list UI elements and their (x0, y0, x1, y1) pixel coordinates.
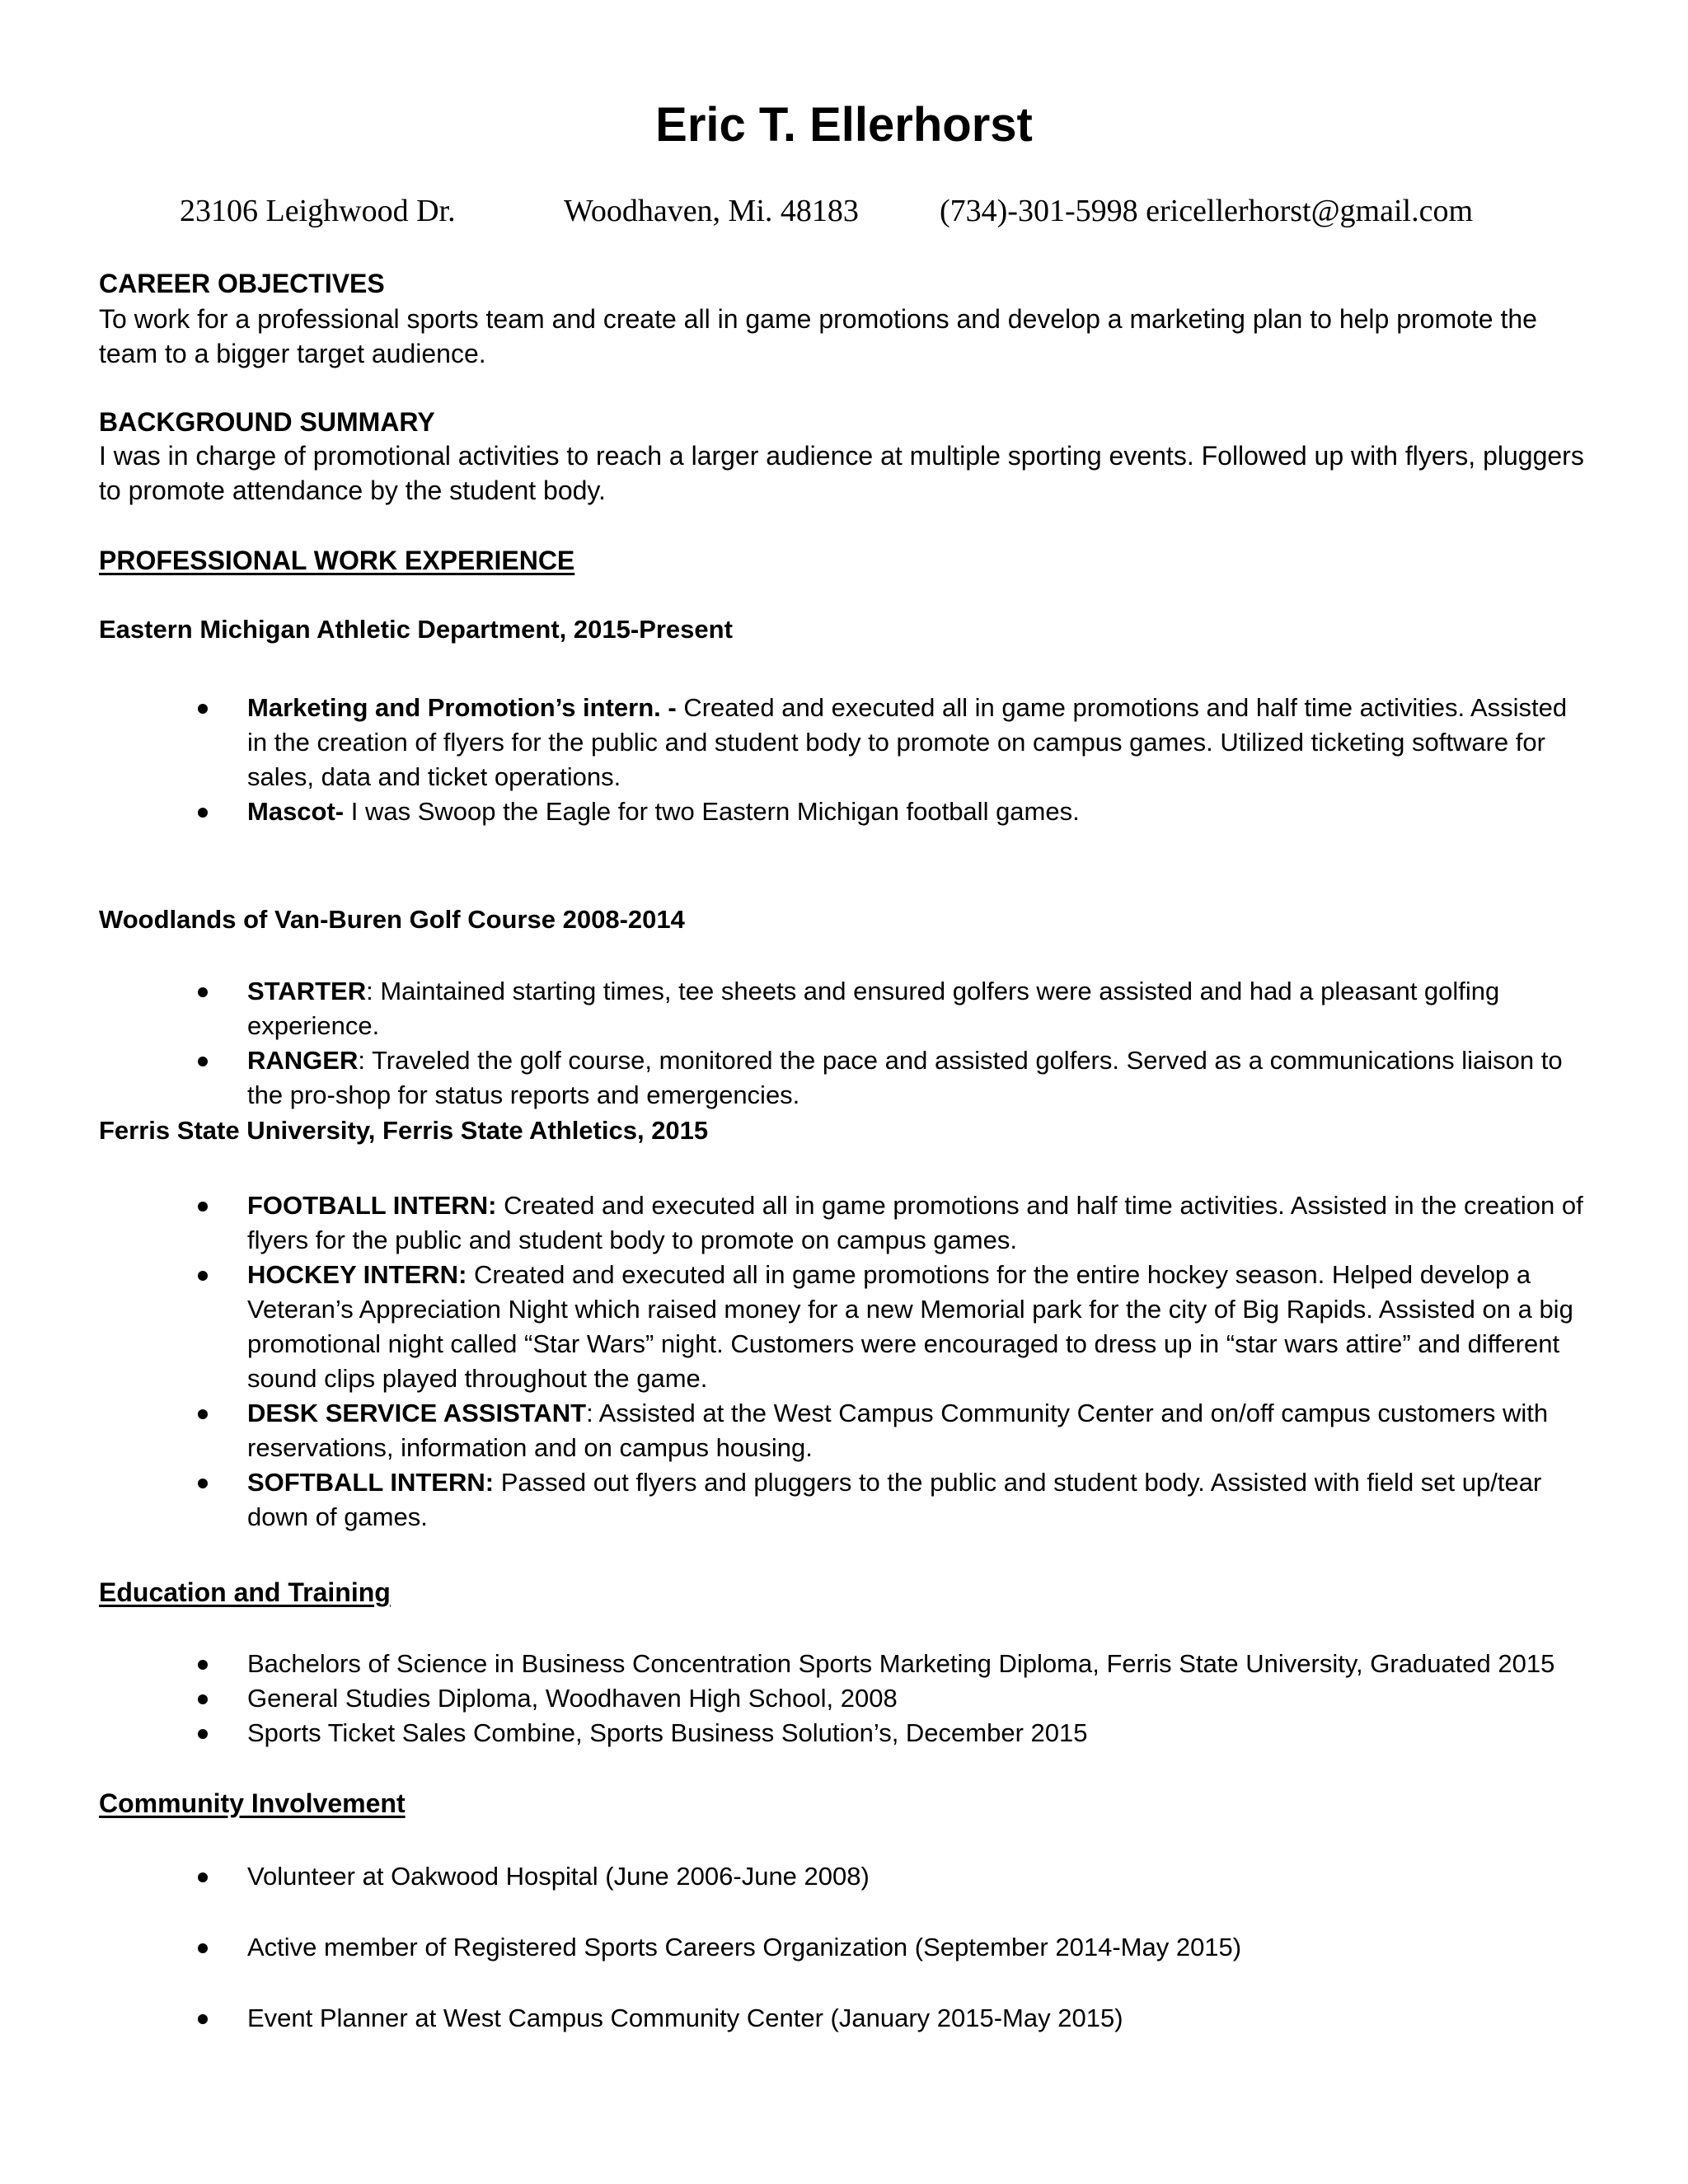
bullet-icon (198, 1660, 208, 1670)
duty-label: Mascot- (247, 797, 345, 826)
duty-text: Passed out flyers and pluggers to the public and student body. Assisted with field set up/tear down of games. (247, 1468, 1542, 1531)
bullet-icon (198, 1872, 208, 1882)
community-item: Volunteer at Oakwood Hospital (June 2006-June 2008) (247, 1862, 870, 1891)
duty-label: HOCKEY INTERN: (247, 1260, 467, 1289)
duty-label: FOOTBALL INTERN: (247, 1191, 497, 1220)
list-item (0, 974, 1591, 1043)
community-heading: Community Involvement (99, 1788, 406, 1818)
bullet-icon (198, 1202, 208, 1212)
community-item: Event Planner at West Campus Community Center (January 2015-May 2015) (247, 2004, 1123, 2032)
list-item (0, 1647, 1591, 1681)
bullet-icon (198, 1729, 208, 1739)
education-heading: Education and Training (99, 1577, 391, 1607)
bullet-icon (198, 1479, 208, 1488)
bullet-icon (198, 1694, 208, 1704)
list-item (0, 1465, 1591, 1535)
bullet-icon (198, 1943, 208, 1953)
background-summary-heading: BACKGROUND SUMMARY (99, 407, 435, 437)
background-summary-text: I was in charge of promotional activities to reach a larger audience at multiple sporting events. Followed up with flyers, pluggers to promote attendance by the student body. (99, 441, 1584, 505)
list-item (0, 1043, 1591, 1113)
education-list (0, 1647, 1688, 1750)
contact-line (180, 188, 1531, 234)
job-duties-list (0, 974, 1688, 1113)
job-employer: Woodlands of Van-Buren Golf Course 2008-2014 (99, 905, 685, 934)
list-item (0, 1716, 1591, 1750)
duty-label: Marketing and Promotion’s intern. - (247, 693, 677, 722)
bullet-icon (198, 1057, 208, 1066)
career-objectives-text: To work for a professional sports team and create all in game promotions and develop a marketing plan to help promote the team to a bigger target audience. (99, 304, 1537, 368)
duty-text: I was Swoop the Eagle for two Eastern Michigan football games. (344, 797, 1080, 826)
bullet-icon (198, 2014, 208, 2024)
duty-text: : Traveled the golf course, monitored the pace and assisted golfers. Served as a communications liaison to the pro-shop for status reports and emergencies. (247, 1046, 1563, 1109)
education-item: Bachelors of Science in Business Concentration Sports Marketing Diploma, Ferris State University, Graduated 2015 (247, 1649, 1555, 1678)
duty-label: STARTER (247, 977, 367, 1005)
duty-label: SOFTBALL INTERN: (247, 1468, 495, 1497)
community-list (0, 1859, 1688, 2072)
list-item (0, 1188, 1591, 1258)
education-item: Sports Ticket Sales Combine, Sports Business Solution’s, December 2015 (247, 1718, 1088, 1747)
job-duties-list (0, 691, 1688, 829)
bullet-icon (198, 987, 208, 997)
list-item (0, 2001, 1591, 2036)
list-item (0, 1859, 1591, 1894)
experience-heading: PROFESSIONAL WORK EXPERIENCE (99, 546, 575, 575)
bullet-icon (198, 1409, 208, 1419)
list-item (0, 1930, 1591, 1965)
duty-text: Created and executed all in game promotions and half time activities. Assisted in the creation of flyers for the public and student body to promote on campus games. Utilized ticketing software for sales, data and ticket operations. (247, 693, 1568, 791)
duty-text: : Maintained starting times, tee sheets and ensured golfers were assisted and had a pleasant golfing experience. (247, 977, 1500, 1040)
contact-address: 23106 Leighwood Dr. (180, 194, 456, 228)
list-item (0, 1396, 1591, 1465)
duty-text: Created and executed all in game promotions for the entire hockey season. Helped develop a Veteran’s Appreciation Night which raised money for a new Memorial park for the city of Big Rapids. Assisted on a big promotional night called “Star Wars” night. Customers were encouraged to dress up in “star wars attire” and different sound clips played throughout the game. (247, 1260, 1573, 1393)
duty-label: DESK SERVICE ASSISTANT (247, 1399, 587, 1427)
bullet-icon (198, 1271, 208, 1281)
job-employer: Eastern Michigan Athletic Department, 2015-Present (99, 615, 733, 644)
career-objectives-heading: CAREER OBJECTIVES (99, 269, 385, 298)
list-item (0, 691, 1591, 794)
contact-city: Woodhaven, Mi. 48183 (564, 194, 859, 228)
list-item (0, 1258, 1591, 1396)
community-item: Active member of Registered Sports Careers Organization (September 2014-May 2015) (247, 1933, 1242, 1961)
list-item (0, 794, 1591, 829)
job-duties-list (0, 1188, 1688, 1535)
bullet-icon (198, 704, 208, 714)
contact-phone-email: (734)-301-5998 ericellerhorst@gmail.com (940, 194, 1474, 228)
duty-text: : Assisted at the West Campus Community Center and on/off campus customers with reservations, information and on campus housing. (247, 1399, 1549, 1462)
education-item: General Studies Diploma, Woodhaven High School, 2008 (247, 1684, 898, 1713)
bullet-icon (198, 808, 208, 818)
job-employer: Ferris State University, Ferris State Athletics, 2015 (99, 1116, 709, 1145)
resume-name: Eric T. Ellerhorst (655, 98, 1033, 152)
list-item (0, 1681, 1591, 1716)
duty-text: Created and executed all in game promotions and half time activities. Assisted in the creation of flyers for the public and student body to promote on campus games. (247, 1191, 1583, 1254)
duty-label: RANGER (247, 1046, 359, 1075)
